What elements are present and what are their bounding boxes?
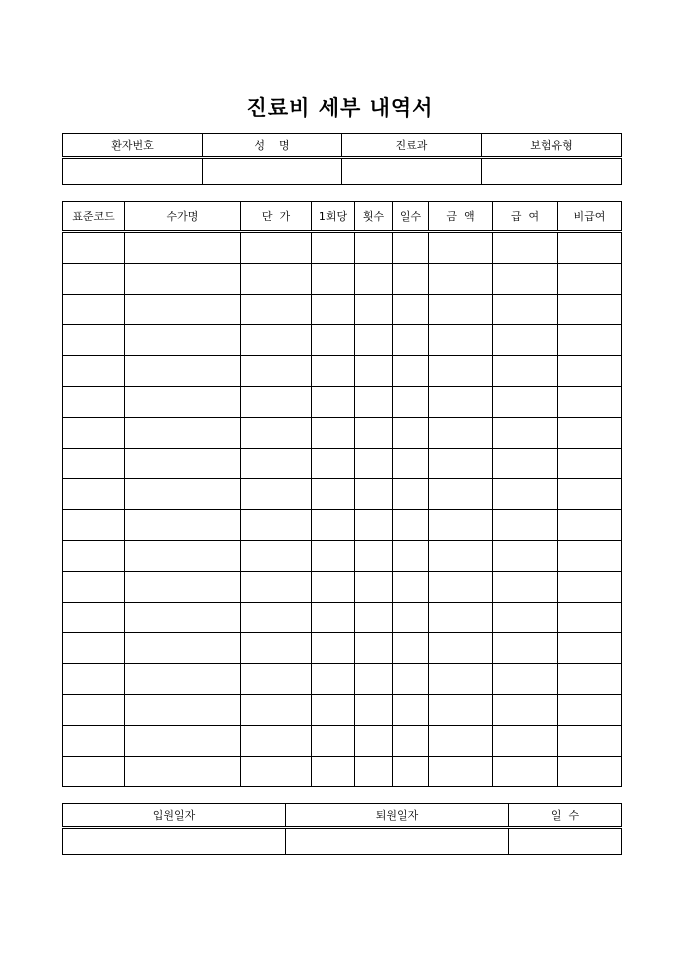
covered-cell[interactable] [493,232,558,264]
patient-info-value-row [63,158,622,185]
standard-code-cell[interactable] [63,602,125,633]
table-row [63,571,622,602]
table-row [63,633,622,664]
fee-detail-header-row [63,202,622,232]
days-cell[interactable] [393,386,429,417]
unit-price-cell[interactable] [241,694,312,725]
header-frequency: 횟수 [355,202,393,232]
unit-price-cell[interactable] [241,571,312,602]
table-row [63,510,622,541]
fee-name-cell[interactable] [125,633,241,664]
non-covered-cell[interactable] [558,325,622,356]
fee-name-cell[interactable] [125,571,241,602]
covered-cell[interactable] [493,417,558,448]
table-row [63,232,622,264]
days-cell[interactable] [393,571,429,602]
covered-cell[interactable] [493,571,558,602]
days-cell[interactable] [393,356,429,387]
days-cell[interactable] [393,633,429,664]
non-covered-cell[interactable] [558,756,622,787]
days-cell[interactable] [393,479,429,510]
header-days: 일수 [393,202,429,232]
per-dose-cell[interactable] [312,263,355,294]
frequency-cell[interactable] [355,325,393,356]
days-cell[interactable] [393,664,429,695]
table-row [63,386,622,417]
frequency-cell[interactable] [355,540,393,571]
header-amount: 금 액 [429,202,493,232]
hospital-stay-table [62,803,622,855]
standard-code-cell[interactable] [63,540,125,571]
table-row [63,694,622,725]
table-row [63,602,622,633]
header-fee-name: 수가명 [125,202,241,232]
amount-cell[interactable] [429,694,493,725]
standard-code-cell[interactable] [63,448,125,479]
header-stay-days: 일 수 [509,804,622,828]
frequency-cell[interactable] [355,664,393,695]
header-unit-price: 단 가 [241,202,312,232]
unit-price-cell[interactable] [241,756,312,787]
fee-name-cell[interactable] [125,386,241,417]
unit-price-cell[interactable] [241,602,312,633]
amount-cell[interactable] [429,540,493,571]
per-dose-cell[interactable] [312,540,355,571]
per-dose-cell[interactable] [312,694,355,725]
department-field[interactable] [342,158,482,185]
frequency-cell[interactable] [355,510,393,541]
frequency-cell[interactable] [355,479,393,510]
frequency-cell[interactable] [355,386,393,417]
fee-name-cell[interactable] [125,602,241,633]
non-covered-cell[interactable] [558,725,622,756]
stay-days-field[interactable] [509,828,622,855]
covered-cell[interactable] [493,294,558,325]
covered-cell[interactable] [493,756,558,787]
fee-name-cell[interactable] [125,694,241,725]
unit-price-cell[interactable] [241,325,312,356]
fee-name-cell[interactable] [125,664,241,695]
non-covered-cell[interactable] [558,510,622,541]
per-dose-cell[interactable] [312,725,355,756]
days-cell[interactable] [393,232,429,264]
frequency-cell[interactable] [355,294,393,325]
header-insurance-type: 보험유형 [482,134,622,158]
table-row [63,725,622,756]
amount-cell[interactable] [429,479,493,510]
covered-cell[interactable] [493,448,558,479]
non-covered-cell[interactable] [558,602,622,633]
standard-code-cell[interactable] [63,756,125,787]
per-dose-cell[interactable] [312,571,355,602]
non-covered-cell[interactable] [558,664,622,695]
days-cell[interactable] [393,263,429,294]
days-cell[interactable] [393,694,429,725]
covered-cell[interactable] [493,386,558,417]
days-cell[interactable] [393,448,429,479]
per-dose-cell[interactable] [312,448,355,479]
fee-name-cell[interactable] [125,325,241,356]
fee-name-cell[interactable] [125,232,241,264]
covered-cell[interactable] [493,633,558,664]
admission-date-field[interactable] [63,828,286,855]
covered-cell[interactable] [493,356,558,387]
amount-cell[interactable] [429,571,493,602]
hospital-stay-header-row [63,804,622,828]
frequency-cell[interactable] [355,725,393,756]
header-admission-date: 입원일자 [63,804,286,828]
non-covered-cell[interactable] [558,479,622,510]
unit-price-cell[interactable] [241,232,312,264]
standard-code-cell[interactable] [63,263,125,294]
amount-cell[interactable] [429,664,493,695]
amount-cell[interactable] [429,232,493,264]
unit-price-cell[interactable] [241,510,312,541]
days-cell[interactable] [393,325,429,356]
unit-price-cell[interactable] [241,633,312,664]
standard-code-cell[interactable] [63,325,125,356]
header-per-dose: 1회당 [312,202,355,232]
amount-cell[interactable] [429,633,493,664]
unit-price-cell[interactable] [241,725,312,756]
fee-name-cell[interactable] [125,479,241,510]
standard-code-cell[interactable] [63,386,125,417]
frequency-cell[interactable] [355,571,393,602]
per-dose-cell[interactable] [312,386,355,417]
unit-price-cell[interactable] [241,540,312,571]
non-covered-cell[interactable] [558,633,622,664]
table-row [63,356,622,387]
per-dose-cell[interactable] [312,325,355,356]
unit-price-cell[interactable] [241,417,312,448]
standard-code-cell[interactable] [63,356,125,387]
days-cell[interactable] [393,602,429,633]
frequency-cell[interactable] [355,263,393,294]
per-dose-cell[interactable] [312,479,355,510]
days-cell[interactable] [393,725,429,756]
frequency-cell[interactable] [355,633,393,664]
fee-name-cell[interactable] [125,510,241,541]
table-row [63,294,622,325]
frequency-cell[interactable] [355,356,393,387]
amount-cell[interactable] [429,386,493,417]
non-covered-cell[interactable] [558,694,622,725]
table-row [63,664,622,695]
unit-price-cell[interactable] [241,448,312,479]
per-dose-cell[interactable] [312,664,355,695]
fee-name-cell[interactable] [125,294,241,325]
covered-cell[interactable] [493,725,558,756]
covered-cell[interactable] [493,540,558,571]
covered-cell[interactable] [493,325,558,356]
per-dose-cell[interactable] [312,417,355,448]
per-dose-cell[interactable] [312,232,355,264]
covered-cell[interactable] [493,510,558,541]
amount-cell[interactable] [429,602,493,633]
standard-code-cell[interactable] [63,725,125,756]
covered-cell[interactable] [493,263,558,294]
non-covered-cell[interactable] [558,294,622,325]
standard-code-cell[interactable] [63,664,125,695]
frequency-cell[interactable] [355,602,393,633]
days-cell[interactable] [393,294,429,325]
amount-cell[interactable] [429,417,493,448]
amount-cell[interactable] [429,263,493,294]
amount-cell[interactable] [429,325,493,356]
insurance-type-field[interactable] [482,158,622,185]
per-dose-cell[interactable] [312,756,355,787]
non-covered-cell[interactable] [558,386,622,417]
covered-cell[interactable] [493,479,558,510]
standard-code-cell[interactable] [63,232,125,264]
amount-cell[interactable] [429,510,493,541]
header-standard-code: 표준코드 [63,202,125,232]
covered-cell[interactable] [493,602,558,633]
discharge-date-field[interactable] [286,828,509,855]
amount-cell[interactable] [429,448,493,479]
document-title: 진료비 세부 내역서 [246,96,434,120]
standard-code-cell[interactable] [63,571,125,602]
table-row [63,479,622,510]
fee-name-cell[interactable] [125,356,241,387]
per-dose-cell[interactable] [312,633,355,664]
header-department: 진료과 [342,134,482,158]
non-covered-cell[interactable] [558,417,622,448]
name-field[interactable] [203,158,342,185]
amount-cell[interactable] [429,356,493,387]
per-dose-cell[interactable] [312,294,355,325]
days-cell[interactable] [393,510,429,541]
per-dose-cell[interactable] [312,356,355,387]
table-row [63,756,622,787]
header-name: 성 명 [203,134,342,158]
fee-name-cell[interactable] [125,540,241,571]
header-patient-number: 환자번호 [63,134,203,158]
non-covered-cell[interactable] [558,448,622,479]
fee-name-cell[interactable] [125,756,241,787]
fee-name-cell[interactable] [125,448,241,479]
fee-detail-body [63,232,622,787]
table-row [63,263,622,294]
header-covered: 급 여 [493,202,558,232]
unit-price-cell[interactable] [241,356,312,387]
frequency-cell[interactable] [355,756,393,787]
days-cell[interactable] [393,417,429,448]
patient-info-table [62,133,622,185]
frequency-cell[interactable] [355,232,393,264]
standard-code-cell[interactable] [63,479,125,510]
fee-detail-table [62,201,622,787]
unit-price-cell[interactable] [241,479,312,510]
standard-code-cell[interactable] [63,633,125,664]
standard-code-cell[interactable] [63,417,125,448]
non-covered-cell[interactable] [558,540,622,571]
fee-name-cell[interactable] [125,263,241,294]
unit-price-cell[interactable] [241,386,312,417]
per-dose-cell[interactable] [312,510,355,541]
standard-code-cell[interactable] [63,294,125,325]
table-row [63,325,622,356]
amount-cell[interactable] [429,294,493,325]
fee-name-cell[interactable] [125,725,241,756]
frequency-cell[interactable] [355,448,393,479]
header-discharge-date: 퇴원일자 [286,804,509,828]
non-covered-cell[interactable] [558,571,622,602]
amount-cell[interactable] [429,725,493,756]
non-covered-cell[interactable] [558,232,622,264]
non-covered-cell[interactable] [558,356,622,387]
standard-code-cell[interactable] [63,510,125,541]
frequency-cell[interactable] [355,417,393,448]
patient-number-field[interactable] [63,158,203,185]
amount-cell[interactable] [429,756,493,787]
frequency-cell[interactable] [355,694,393,725]
table-row [63,417,622,448]
days-cell[interactable] [393,756,429,787]
fee-name-cell[interactable] [125,417,241,448]
header-non-covered: 비급여 [558,202,622,232]
table-row [63,448,622,479]
patient-info-header-row [63,134,622,158]
standard-code-cell[interactable] [63,694,125,725]
unit-price-cell[interactable] [241,263,312,294]
hospital-stay-value-row [63,828,622,855]
table-row [63,540,622,571]
unit-price-cell[interactable] [241,294,312,325]
covered-cell[interactable] [493,694,558,725]
covered-cell[interactable] [493,664,558,695]
per-dose-cell[interactable] [312,602,355,633]
unit-price-cell[interactable] [241,664,312,695]
non-covered-cell[interactable] [558,263,622,294]
days-cell[interactable] [393,540,429,571]
